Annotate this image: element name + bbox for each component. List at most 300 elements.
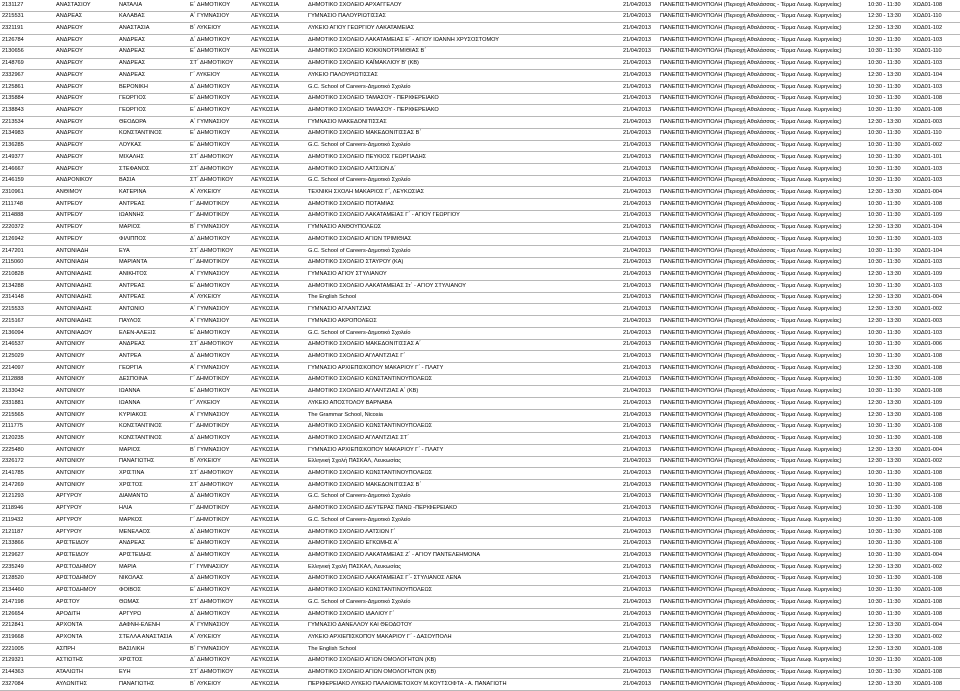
- first-name-cell: ΕΛΕΝ-ΑΛΕΞΙΣ: [119, 329, 156, 336]
- surname-cell: ΑΝΤΩΝΙΑΔΗΣ: [56, 282, 92, 289]
- class-cell: Ε΄ ΔΗΜΟΤΙΚΟΥ: [190, 388, 231, 395]
- district-cell: ΛΕΥΚΩΣΙΑ: [251, 83, 279, 90]
- school-cell: ΤΕΧΝΙΚΗ ΣΧΟΛΗ ΜΑΚΑΡΙΟΣ Γ΄, ΛΕΥΚΩΣΙΑΣ: [308, 188, 425, 195]
- exam-room-cell: ΧΩΔ01-110: [913, 48, 942, 55]
- exam-venue-cell: ΠΑΝΕΠΙΣΤΗΜΙΟΥΠΟΛΗ (Περιοχή Αθαλάσσας - Τέρμα Λεωφ. Κυρηνείας): [660, 516, 842, 523]
- district-cell: ΛΕΥΚΩΣΙΑ: [251, 177, 279, 184]
- exam-time-cell: 12:30 - 13:30: [868, 645, 901, 652]
- exam-venue-cell: ΠΑΝΕΠΙΣΤΗΜΙΟΥΠΟΛΗ (Περιοχή Αθαλάσσας - Τέρμα Λεωφ. Κυρηνείας): [660, 563, 842, 570]
- student-id-cell: 2147201: [2, 247, 24, 254]
- exam-date-cell: 21/04/2013: [623, 107, 651, 113]
- exam-room-cell: ΧΩΔ01-108: [913, 107, 943, 113]
- exam-time-cell: 10:30 - 11:30: [868, 669, 901, 676]
- exam-venue-cell: ΠΑΝΕΠΙΣΤΗΜΙΟΥΠΟΛΗ (Περιοχή Αθαλάσσας - Τέρμα Λεωφ. Κυρηνείας): [660, 657, 842, 664]
- exam-venue-cell: ΠΑΝΕΠΙΣΤΗΜΙΟΥΠΟΛΗ (Περιοχή Αθαλάσσας - Τέρμα Λεωφ. Κυρηνείας): [660, 13, 842, 20]
- student-id-cell: 2114888: [2, 212, 24, 219]
- student-id-cell: 2147269: [2, 481, 24, 488]
- district-cell: ΛΕΥΚΩΣΙΑ: [251, 645, 279, 652]
- exam-room-cell: ΧΩΔ01-108: [913, 528, 943, 535]
- first-name-cell: ΜΑΡΙΑ: [119, 563, 137, 570]
- exam-venue-cell: ΠΑΝΕΠΙΣΤΗΜΙΟΥΠΟΛΗ (Περιοχή Αθαλάσσας - Τέρμα Λεωφ. Κυρηνείας): [660, 1, 842, 8]
- school-cell: ΔΗΜΟΤΙΚΟ ΣΧΟΛΕΙΟ ΚΩΝΣΤΑΝΤΙΝΟΥΠΟΛΕΩΣ: [308, 470, 433, 477]
- first-name-cell: ΚΑΤΕΡΙΝΑ: [119, 188, 147, 195]
- exam-room-cell: ΧΩΔ01-104: [913, 247, 943, 254]
- district-cell: ΛΕΥΚΩΣΙΑ: [251, 317, 279, 324]
- exam-time-cell: 10:30 - 11:30: [868, 83, 901, 90]
- student-id-cell: 2215565: [2, 411, 24, 418]
- student-id-cell: 2133866: [2, 540, 24, 547]
- student-id-cell: 2138843: [2, 107, 24, 113]
- exam-room-cell: ΧΩΔ01-002: [913, 142, 943, 149]
- surname-cell: ΑΝΤΩΝΙΑΔΗ: [56, 259, 89, 266]
- surname-cell: ΑΝΔΡΕΟΥ: [56, 165, 83, 172]
- first-name-cell: ΜΑΡΚΟΣ: [119, 516, 143, 523]
- student-id-cell: 2120235: [2, 434, 24, 441]
- student-id-cell: 2149377: [2, 153, 24, 160]
- exam-time-cell: 10:30 - 11:30: [868, 247, 901, 254]
- table-row: [0, 609, 960, 621]
- class-cell: ΣΤ΄ ΔΗΜΟΤΙΚΟΥ: [190, 341, 234, 348]
- student-id-cell: 2125029: [2, 352, 24, 359]
- class-cell: ΣΤ΄ ΔΗΜΟΤΙΚΟΥ: [190, 598, 234, 605]
- first-name-cell: ΑΡΓΥΡΩ: [119, 610, 142, 617]
- school-cell: ΛΥΚΕΙΟ ΑΓΙΟΥ ΓΕΩΡΓΙΟΥ ΛΑΚΑΤΑΜΕΙΑΣ: [308, 25, 415, 32]
- exam-room-cell: ΧΩΔ01-004: [913, 294, 943, 301]
- exam-room-cell: ΧΩΔ01-103: [913, 282, 943, 289]
- district-cell: ΛΕΥΚΩΣΙΑ: [251, 364, 279, 371]
- exam-venue-cell: ΠΑΝΕΠΙΣΤΗΜΙΟΥΠΟΛΗ (Περιοχή Αθαλάσσας - Τέρμα Λεωφ. Κυρηνείας): [660, 25, 842, 32]
- district-cell: ΛΕΥΚΩΣΙΑ: [251, 25, 279, 32]
- exam-venue-cell: ΠΑΝΕΠΙΣΤΗΜΙΟΥΠΟΛΗ (Περιοχή Αθαλάσσας - Τέρμα Λεωφ. Κυρηνείας): [660, 458, 842, 465]
- exam-time-cell: 12:30 - 13:30: [868, 680, 901, 687]
- exam-venue-cell: ΠΑΝΕΠΙΣΤΗΜΙΟΥΠΟΛΗ (Περιοχή Αθαλάσσας - Τέρμα Λεωφ. Κυρηνείας): [660, 306, 842, 313]
- exam-time-cell: 10:30 - 11:30: [868, 470, 901, 477]
- exam-time-cell: 10:30 - 11:30: [868, 130, 901, 137]
- school-cell: ΔΗΜΟΤΙΚΟ ΣΧΟΛΕΙΟ ΚΩΝΣΤΑΝΤΙΝΟΥΠΟΛΕΩΣ: [308, 423, 433, 430]
- school-cell: ΔΗΜΟΤΙΚΟ ΣΧΟΛΕΙΟ ΜΑΚΕΔΟΝΙΤΙΣΣΑΣ Β΄: [308, 130, 422, 137]
- table-row: [0, 410, 960, 422]
- district-cell: ΛΕΥΚΩΣΙΑ: [251, 352, 279, 359]
- exam-date-cell: 21/04/2013: [623, 329, 651, 336]
- student-id-cell: 2121187: [2, 528, 24, 535]
- exam-date-cell: 21/04/2013: [623, 224, 651, 231]
- student-id-cell: 2146537: [2, 341, 24, 348]
- exam-time-cell: 10:30 - 11:30: [868, 60, 901, 67]
- first-name-cell: ΒΑΣΙΛΙΚΗ: [119, 645, 145, 652]
- exam-time-cell: 10:30 - 11:30: [868, 329, 901, 336]
- surname-cell: ΑΡΙΣΤΟΔΗΜΟΥ: [56, 563, 97, 570]
- table-row: [0, 0, 960, 12]
- district-cell: ΛΕΥΚΩΣΙΑ: [251, 224, 279, 231]
- exam-venue-cell: ΠΑΝΕΠΙΣΤΗΜΙΟΥΠΟΛΗ (Περιοχή Αθαλάσσας - Τέρμα Λεωφ. Κυρηνείας): [660, 71, 842, 78]
- exam-time-cell: 12:30 - 13:30: [868, 446, 901, 453]
- exam-room-cell: ΧΩΔ01-110: [913, 130, 942, 137]
- exam-time-cell: 12:30 - 13:30: [868, 622, 901, 629]
- class-cell: Ε΄ ΔΗΜΟΤΙΚΟΥ: [190, 107, 231, 113]
- first-name-cell: ΑΝΤΡΕΑΣ: [119, 200, 145, 207]
- district-cell: ΛΕΥΚΩΣΙΑ: [251, 188, 279, 195]
- class-cell: Α΄ ΓΥΜΝΑΣΙΟΥ: [190, 364, 230, 371]
- exam-room-cell: ΧΩΔ01-006: [913, 341, 943, 348]
- school-cell: ΔΗΜΟΤΙΚΟ ΣΧΟΛΕΙΟ ΑΓΙΩΝ ΤΡΙΜΙΘΙΑΣ: [308, 235, 412, 242]
- surname-cell: ΑΣΤΙΩΤΗΣ: [56, 657, 84, 664]
- surname-cell: ΑΡΙΣΤΕΙΔΟΥ: [56, 552, 89, 559]
- district-cell: ΛΕΥΚΩΣΙΑ: [251, 598, 279, 605]
- student-id-cell: 2310961: [2, 188, 24, 195]
- exam-room-cell: ΧΩΔ01-004: [913, 188, 943, 195]
- class-cell: Β΄ ΛΥΚΕΙΟΥ: [190, 25, 221, 32]
- exam-date-cell: 21/04/2013: [623, 71, 651, 78]
- school-cell: ΠΕΡΙΦΕΡΕΙΑΚΟ ΛΥΚΕΙΟ ΠΑΛΑΙΟΜΕΤΟΧΟΥ Μ.ΚΟΥΤΣΟΦΤΑ - Α. ΠΑΝΑΓΙΩΤΗ: [308, 680, 507, 687]
- class-cell: Β΄ ΓΥΜΝΑΣΙΟΥ: [190, 224, 230, 231]
- exam-date-cell: 21/04/2013: [623, 657, 651, 664]
- exam-time-cell: 12:30 - 13:30: [868, 71, 901, 78]
- exam-time-cell: 10:30 - 11:30: [868, 212, 901, 219]
- surname-cell: ΑΡΙΣΤΟΔΗΜΟΥ: [56, 587, 97, 594]
- district-cell: ΛΕΥΚΩΣΙΑ: [251, 376, 279, 383]
- exam-date-cell: 21/04/2013: [623, 622, 651, 629]
- exam-room-cell: ΧΩΔ01-108: [913, 657, 943, 664]
- student-id-cell: 2321191: [2, 25, 24, 32]
- exam-date-cell: 21/04/2013: [623, 317, 651, 324]
- table-row: [0, 129, 960, 141]
- district-cell: ΛΕΥΚΩΣΙΑ: [251, 36, 279, 43]
- first-name-cell: ΚΩΝΣΤΑΝΤΙΝΟΣ: [119, 130, 163, 137]
- exam-venue-cell: ΠΑΝΕΠΙΣΤΗΜΙΟΥΠΟΛΗ (Περιοχή Αθαλάσσας - Τέρμα Λεωφ. Κυρηνείας): [660, 142, 842, 149]
- student-id-cell: 2327084: [2, 680, 24, 687]
- table-row: [0, 105, 960, 117]
- exam-date-cell: 21/04/2013: [623, 434, 651, 441]
- exam-room-cell: ΧΩΔ01-108: [913, 423, 943, 430]
- class-cell: Ε΄ ΔΗΜΟΤΙΚΟΥ: [190, 282, 231, 289]
- first-name-cell: ΑΝΔΡΕΑΣ: [119, 36, 146, 43]
- exam-date-cell: 21/04/2013: [623, 598, 651, 605]
- district-cell: ΛΕΥΚΩΣΙΑ: [251, 680, 279, 687]
- first-name-cell: ΕΥΗ: [119, 669, 131, 676]
- exam-room-cell: ΧΩΔ01-108: [913, 516, 943, 523]
- surname-cell: ΑΝΤΩΝΙΟΥ: [56, 411, 85, 418]
- student-id-cell: 2111775: [2, 423, 23, 430]
- exam-venue-cell: ΠΑΝΕΠΙΣΤΗΜΙΟΥΠΟΛΗ (Περιοχή Αθαλάσσας - Τέρμα Λεωφ. Κυρηνείας): [660, 177, 842, 184]
- surname-cell: ΑΤΑΛΙΩΤΗ: [56, 669, 83, 676]
- exam-time-cell: 12:30 - 13:30: [868, 563, 901, 570]
- exam-venue-cell: ΠΑΝΕΠΙΣΤΗΜΙΟΥΠΟΛΗ (Περιοχή Αθαλάσσας - Τέρμα Λεωφ. Κυρηνείας): [660, 270, 842, 277]
- table-row: [0, 574, 960, 586]
- exam-room-cell: ΧΩΔ01-103: [913, 235, 943, 242]
- exam-date-cell: 21/04/2013: [623, 563, 651, 570]
- first-name-cell: ΑΝΤΡΕΑΣ: [119, 282, 145, 289]
- exam-room-cell: ΧΩΔ01-002: [913, 306, 943, 313]
- first-name-cell: ΘΩΜΑΣ: [119, 598, 140, 605]
- exam-date-cell: 21/04/2013: [623, 458, 651, 465]
- table-row: [0, 562, 960, 574]
- class-cell: Ε΄ ΔΗΜΟΤΙΚΟΥ: [190, 587, 231, 594]
- surname-cell: ΑΝΤΩΝΙΑΔΗ: [56, 247, 89, 254]
- table-row: [0, 316, 960, 328]
- school-cell: G.C. School of Careers-Δημοτικό Σχολείο: [308, 142, 411, 149]
- first-name-cell: ΓΕΩΡΓΙΑ: [119, 364, 143, 371]
- table-row: [0, 586, 960, 598]
- first-name-cell: ΧΡΙΣΤΟΣ: [119, 657, 143, 664]
- class-cell: Δ΄ ΔΗΜΟΤΙΚΟΥ: [190, 528, 231, 535]
- district-cell: ΛΕΥΚΩΣΙΑ: [251, 212, 279, 219]
- exam-date-cell: 21/04/2013: [623, 294, 651, 301]
- student-id-cell: 2135884: [2, 95, 24, 102]
- first-name-cell: ΙΩΑΝΝΑ: [119, 388, 141, 395]
- exam-venue-cell: ΠΑΝΕΠΙΣΤΗΜΙΟΥΠΟΛΗ (Περιοχή Αθαλάσσας - Τέρμα Λεωφ. Κυρηνείας): [660, 282, 842, 289]
- student-id-cell: 2210828: [2, 270, 24, 277]
- district-cell: ΛΕΥΚΩΣΙΑ: [251, 247, 279, 254]
- school-cell: ΓΥΜΝΑΣΙΟ ΑΓΙΟΥ ΣΤΥΛΙΑΝΟΥ: [308, 270, 387, 277]
- class-cell: Γ΄ ΛΥΚΕΙΟΥ: [190, 399, 221, 406]
- table-row: [0, 70, 960, 82]
- class-cell: Δ΄ ΔΗΜΟΤΙΚΟΥ: [190, 552, 231, 559]
- table-row: [0, 94, 960, 106]
- exam-room-cell: ΧΩΔ01-108: [913, 598, 943, 605]
- exam-room-cell: ΧΩΔ01-104: [913, 224, 943, 231]
- table-row: [0, 422, 960, 434]
- school-cell: ΔΗΜΟΤΙΚΟ ΣΧΟΛΕΙΟ ΤΑΜΑΣΟΥ - ΠΕΡΙΦΕΡΕΙΑΚΟ: [308, 95, 439, 102]
- first-name-cell: ΙΩΑΝΝΑ: [119, 399, 141, 406]
- exam-venue-cell: ΠΑΝΕΠΙΣΤΗΜΙΟΥΠΟΛΗ (Περιοχή Αθαλάσσας - Τέρμα Λεωφ. Κυρηνείας): [660, 434, 842, 441]
- exam-venue-cell: ΠΑΝΕΠΙΣΤΗΜΙΟΥΠΟΛΗ (Περιοχή Αθαλάσσας - Τέρμα Λεωφ. Κυρηνείας): [660, 294, 842, 301]
- district-cell: ΛΕΥΚΩΣΙΑ: [251, 399, 279, 406]
- exam-time-cell: 12:30 - 13:30: [868, 399, 901, 406]
- table-row: [0, 47, 960, 59]
- surname-cell: ΑΥΛΩΝΙΤΗΣ: [56, 680, 88, 687]
- exam-room-cell: ΧΩΔ01-109: [913, 212, 943, 219]
- class-cell: Γ΄ ΔΗΜΟΤΙΚΟΥ: [190, 376, 230, 383]
- student-id-cell: 2215531: [2, 13, 24, 20]
- student-id-cell: 2133042: [2, 388, 24, 395]
- table-row: [0, 141, 960, 153]
- school-cell: ΛΥΚΕΙΟ ΠΑΛΟΥΡΙΩΤΙΣΣΑΣ: [308, 71, 378, 78]
- school-cell: ΔΗΜΟΤΙΚΟ ΣΧΟΛΕΙΟ ΑΓΛΑΝΤΖΙΑΣ Γ΄: [308, 352, 406, 359]
- exam-time-cell: 12:30 - 13:30: [868, 364, 901, 371]
- exam-venue-cell: ΠΑΝΕΠΙΣΤΗΜΙΟΥΠΟΛΗ (Περιοχή Αθαλάσσας - Τέρμα Λεωφ. Κυρηνείας): [660, 622, 842, 629]
- first-name-cell: ΔΑΦΝΗ-ΕΛΕΝΗ: [119, 622, 160, 629]
- exam-time-cell: 10:30 - 11:30: [868, 235, 901, 242]
- school-cell: ΔΗΜΟΤΙΚΟ ΣΧΟΛΕΙΟ ΚΩΝΣΤΑΝΤΙΝΟΥΠΟΛΕΩΣ: [308, 587, 433, 594]
- first-name-cell: ΔΙΑΜΑΝΤΩ: [119, 493, 148, 500]
- exam-time-cell: 12:30 - 13:30: [868, 317, 901, 324]
- exam-venue-cell: ΠΑΝΕΠΙΣΤΗΜΙΟΥΠΟΛΗ (Περιοχή Αθαλάσσας - Τέρμα Λεωφ. Κυρηνείας): [660, 376, 842, 383]
- surname-cell: ΑΝΤΩΝΙΟΥ: [56, 470, 85, 477]
- table-row: [0, 246, 960, 258]
- district-cell: ΛΕΥΚΩΣΙΑ: [251, 270, 279, 277]
- school-cell: Ελληνική Σχολή ΠΑΣΚΑΛ, Λευκωσίας: [308, 458, 401, 465]
- district-cell: ΛΕΥΚΩΣΙΑ: [251, 130, 279, 137]
- first-name-cell: ΚΥΡΙΑΚΟΣ: [119, 411, 147, 418]
- student-id-cell: 2112888: [2, 376, 24, 383]
- surname-cell: ΑΡΧΟΝΤΑ: [56, 622, 83, 629]
- school-cell: ΔΗΜΟΤΙΚΟ ΣΧΟΛΕΙΟ ΚΑΪΜΑΚΛΙΟΥ Β' (ΚΒ): [308, 60, 419, 67]
- exam-date-cell: 21/04/2013: [623, 13, 651, 20]
- exam-time-cell: 10:30 - 11:30: [868, 423, 901, 430]
- table-row: [0, 668, 960, 680]
- school-cell: ΔΗΜΟΤΙΚΟ ΣΧΟΛΕΙΟ ΛΑΚΑΤΑΜΕΙΑΣ Στ΄ - ΑΓΙΟΥ ΣΤΥΛΙΑΝΟΥ: [308, 282, 467, 289]
- exam-venue-cell: ΠΑΝΕΠΙΣΤΗΜΙΟΥΠΟΛΗ (Περιοχή Αθαλάσσας - Τέρμα Λεωφ. Κυρηνείας): [660, 60, 842, 67]
- class-cell: ΣΤ΄ ΔΗΜΟΤΙΚΟΥ: [190, 470, 234, 477]
- exam-room-cell: ΧΩΔ01-002: [913, 563, 943, 570]
- student-id-cell: 2111748: [2, 200, 23, 207]
- district-cell: ΛΕΥΚΩΣΙΑ: [251, 516, 279, 523]
- surname-cell: ΑΝΤΩΝΙΟΥ: [56, 364, 85, 371]
- table-row: [0, 59, 960, 71]
- exam-room-cell: ΧΩΔ01-101: [913, 153, 943, 160]
- school-cell: ΔΗΜΟΤΙΚΟ ΣΧΟΛΕΙΟ ΑΓΙΩΝ ΟΜΟΛΟΓΗΤΩΝ (ΚΒ): [308, 669, 437, 676]
- table-row: [0, 504, 960, 516]
- class-cell: Α΄ ΛΥΚΕΙΟΥ: [190, 634, 221, 641]
- first-name-cell: ΠΑΝΑΓΙΩΤΗΣ: [119, 458, 155, 465]
- class-cell: Γ΄ ΔΗΜΟΤΙΚΟΥ: [190, 259, 230, 266]
- exam-date-cell: 21/04/2013: [623, 25, 651, 32]
- first-name-cell: ΑΝΤΡΕΑΣ: [119, 294, 145, 301]
- class-cell: Α΄ ΛΥΚΕΙΟΥ: [190, 188, 221, 195]
- exam-date-cell: 21/04/2013: [623, 446, 651, 453]
- table-row: [0, 176, 960, 188]
- district-cell: ΛΕΥΚΩΣΙΑ: [251, 95, 279, 102]
- surname-cell: ΑΝΤΩΝΙΟΥ: [56, 352, 85, 359]
- exam-date-cell: 21/04/2013: [623, 48, 651, 55]
- first-name-cell: ΜΕΝΕΛΑΟΣ: [119, 528, 151, 535]
- exam-room-cell: ΧΩΔ01-108: [913, 1, 943, 8]
- table-row: [0, 234, 960, 246]
- district-cell: ΛΕΥΚΩΣΙΑ: [251, 446, 279, 453]
- exam-room-cell: ΧΩΔ01-108: [913, 470, 943, 477]
- surname-cell: ΑΝΤΩΝΙΟΥ: [56, 399, 85, 406]
- district-cell: ΛΕΥΚΩΣΙΑ: [251, 470, 279, 477]
- exam-venue-cell: ΠΑΝΕΠΙΣΤΗΜΙΟΥΠΟΛΗ (Περιοχή Αθαλάσσας - Τέρμα Λεωφ. Κυρηνείας): [660, 329, 842, 336]
- class-cell: Ε΄ ΔΗΜΟΤΙΚΟΥ: [190, 130, 231, 137]
- exam-venue-cell: ΠΑΝΕΠΙΣΤΗΜΙΟΥΠΟΛΗ (Περιοχή Αθαλάσσας - Τέρμα Λεωφ. Κυρηνείας): [660, 200, 842, 207]
- surname-cell: ΑΝΤΩΝΙΑΔΗΣ: [56, 294, 92, 301]
- district-cell: ΛΕΥΚΩΣΙΑ: [251, 329, 279, 336]
- surname-cell: ΑΡΧΟΝΤΑ: [56, 634, 83, 641]
- exam-date-cell: 21/04/2013: [623, 493, 651, 500]
- school-cell: The Grammar School, Nicosia: [308, 411, 383, 418]
- school-cell: ΔΗΜΟΤΙΚΟ ΣΧΟΛΕΙΟ ΛΑΚΑΤΑΜΕΙΑΣ Γ΄- ΣΤΥΛΙΑΝΟΣ ΛΕΝΑ: [308, 575, 462, 582]
- first-name-cell: ΒΕΡΟΝΙΚΗ: [119, 83, 148, 90]
- class-cell: Ε΄ ΔΗΜΟΤΙΚΟΥ: [190, 48, 231, 55]
- exam-venue-cell: ΠΑΝΕΠΙΣΤΗΜΙΟΥΠΟΛΗ (Περιοχή Αθαλάσσας - Τέρμα Λεωφ. Κυρηνείας): [660, 540, 842, 547]
- exam-venue-cell: ΠΑΝΕΠΙΣΤΗΜΙΟΥΠΟΛΗ (Περιοχή Αθαλάσσας - Τέρμα Λεωφ. Κυρηνείας): [660, 552, 842, 559]
- first-name-cell: ΘΕΟΔΩΡΑ: [119, 118, 147, 125]
- surname-cell: ΑΝΔΡΕΟΥ: [56, 130, 83, 137]
- class-cell: Γ΄ ΔΗΜΟΤΙΚΟΥ: [190, 200, 230, 207]
- exam-room-cell: ΧΩΔ01-108: [913, 388, 943, 395]
- school-cell: ΓΥΜΝΑΣΙΟ ΑΚΡΟΠΟΛΕΩΣ: [308, 317, 377, 324]
- surname-cell: ΑΝΤΡΕΟΥ: [56, 224, 83, 231]
- class-cell: Γ΄ ΓΥΜΝΑΣΙΟΥ: [190, 563, 229, 570]
- first-name-cell: ΠΑΥΛΟΣ: [119, 317, 142, 324]
- first-name-cell: ΜΙΧΑΛΗΣ: [119, 153, 144, 160]
- exam-room-cell: ΧΩΔ01-004: [913, 622, 943, 629]
- exam-date-cell: 21/04/2013: [623, 470, 651, 477]
- district-cell: ΛΕΥΚΩΣΙΑ: [251, 235, 279, 242]
- first-name-cell: ΑΝΔΡΕΑΣ: [119, 48, 146, 55]
- exam-time-cell: 10:30 - 11:30: [868, 434, 901, 441]
- class-cell: Δ΄ ΔΗΜΟΤΙΚΟΥ: [190, 610, 231, 617]
- surname-cell: ΑΝΔΡΕΑΣ: [56, 13, 83, 20]
- district-cell: ΛΕΥΚΩΣΙΑ: [251, 142, 279, 149]
- exam-date-cell: 21/04/2013: [623, 352, 651, 359]
- table-row: [0, 375, 960, 387]
- district-cell: ΛΕΥΚΩΣΙΑ: [251, 282, 279, 289]
- exam-time-cell: 10:30 - 11:30: [868, 505, 901, 512]
- exam-venue-cell: ΠΑΝΕΠΙΣΤΗΜΙΟΥΠΟΛΗ (Περιοχή Αθαλάσσας - Τέρμα Λεωφ. Κυρηνείας): [660, 446, 842, 453]
- class-cell: Α΄ ΛΥΚΕΙΟΥ: [190, 294, 221, 301]
- exam-venue-cell: ΠΑΝΕΠΙΣΤΗΜΙΟΥΠΟΛΗ (Περιοχή Αθαλάσσας - Τέρμα Λεωφ. Κυρηνείας): [660, 48, 842, 55]
- student-id-cell: 2144363: [2, 669, 24, 676]
- student-id-cell: 2134460: [2, 587, 24, 594]
- exam-time-cell: 12:30 - 13:30: [868, 188, 901, 195]
- student-id-cell: 2141785: [2, 470, 24, 477]
- class-cell: ΣΤ΄ ΔΗΜΟΤΙΚΟΥ: [190, 60, 234, 67]
- first-name-cell: ΗΛΙΑ: [119, 505, 133, 512]
- exam-room-cell: ΧΩΔ01-108: [913, 540, 943, 547]
- surname-cell: ΑΝΔΡΕΟΥ: [56, 118, 83, 125]
- table-row: [0, 468, 960, 480]
- exam-room-cell: ΧΩΔ01-103: [913, 165, 943, 172]
- exam-venue-cell: ΠΑΝΕΠΙΣΤΗΜΙΟΥΠΟΛΗ (Περιοχή Αθαλάσσας - Τέρμα Λεωφ. Κυρηνείας): [660, 610, 842, 617]
- student-id-cell: 2220372: [2, 224, 24, 231]
- student-id-cell: 2319668: [2, 634, 24, 641]
- exam-date-cell: 21/04/2013: [623, 669, 651, 676]
- table-row: [0, 187, 960, 199]
- exam-room-cell: ΧΩΔ01-103: [913, 60, 943, 67]
- exam-date-cell: 21/04/2013: [623, 505, 651, 512]
- school-cell: G.C. School of Careers-Δημοτικό Σχολείο: [308, 247, 411, 254]
- exam-room-cell: ΧΩΔ01-109: [913, 399, 943, 406]
- school-cell: ΔΗΜΟΤΙΚΟ ΣΧΟΛΕΙΟ ΛΑΚΑΤΑΜΕΙΑΣ Γ΄ - ΑΓΙΟΥ ΓΕΩΡΓΙΟΥ: [308, 212, 460, 219]
- school-cell: ΔΗΜΟΤΙΚΟ ΣΧΟΛΕΙΟ ΕΓΚΩΜΗΣ Α΄: [308, 540, 400, 547]
- surname-cell: ΑΡΓΥΡΟΥ: [56, 528, 82, 535]
- class-cell: Δ΄ ΔΗΜΟΤΙΚΟΥ: [190, 36, 231, 43]
- exam-room-cell: ΧΩΔ01-104: [913, 71, 943, 78]
- exam-venue-cell: ΠΑΝΕΠΙΣΤΗΜΙΟΥΠΟΛΗ (Περιοχή Αθαλάσσας - Τέρμα Λεωφ. Κυρηνείας): [660, 470, 842, 477]
- surname-cell: ΑΝΔΡΕΟΥ: [56, 107, 83, 113]
- exam-date-cell: 21/04/2013: [623, 259, 651, 266]
- surname-cell: ΑΝΔΡΕΟΥ: [56, 142, 83, 149]
- first-name-cell: ΙΩΑΝΝΗΣ: [119, 212, 145, 219]
- first-name-cell: ΚΑΛΑΒΑΣ: [119, 13, 145, 20]
- surname-cell: ΑΝΤΩΝΙΟΥ: [56, 446, 85, 453]
- exam-venue-cell: ΠΑΝΕΠΙΣΤΗΜΙΟΥΠΟΛΗ (Περιοχή Αθαλάσσας - Τέρμα Λεωφ. Κυρηνείας): [660, 352, 842, 359]
- class-cell: Γ΄ ΔΗΜΟΤΙΚΟΥ: [190, 505, 230, 512]
- surname-cell: ΑΝΤΩΝΙΟΥ: [56, 458, 85, 465]
- class-cell: Γ΄ ΔΗΜΟΤΙΚΟΥ: [190, 516, 230, 523]
- school-cell: ΔΗΜΟΤΙΚΟ ΣΧΟΛΕΙΟ ΛΑΚΑΤΑΜΕΙΑΣ Ζ΄ - ΑΓΙΟΥ ΠΑΝΤΕΛΕΗΜΟΝΑ: [308, 552, 481, 559]
- first-name-cell: ΑΝΔΡΕΑΣ: [119, 71, 146, 78]
- exam-venue-cell: ΠΑΝΕΠΙΣΤΗΜΙΟΥΠΟΛΗ (Περιοχή Αθαλάσσας - Τέρμα Λεωφ. Κυρηνείας): [660, 107, 842, 113]
- exam-room-cell: ΧΩΔ01-108: [913, 587, 943, 594]
- surname-cell: ΑΝΔΡΕΟΥ: [56, 95, 83, 102]
- exam-date-cell: 21/04/2013: [623, 282, 651, 289]
- exam-time-cell: 10:30 - 11:30: [868, 528, 901, 535]
- student-id-cell: 2146159: [2, 177, 24, 184]
- student-id-cell: 2131127: [2, 1, 24, 8]
- surname-cell: ΑΝΔΡΕΟΥ: [56, 83, 83, 90]
- district-cell: ΛΕΥΚΩΣΙΑ: [251, 411, 279, 418]
- exam-venue-cell: ΠΑΝΕΠΙΣΤΗΜΙΟΥΠΟΛΗ (Περιοχή Αθαλάσσας - Τέρμα Λεωφ. Κυρηνείας): [660, 528, 842, 535]
- exam-time-cell: 10:30 - 11:30: [868, 481, 901, 488]
- class-cell: Γ΄ ΛΥΚΕΙΟΥ: [190, 71, 221, 78]
- class-cell: ΣΤ΄ ΔΗΜΟΤΙΚΟΥ: [190, 247, 234, 254]
- class-cell: Α΄ ΓΥΜΝΑΣΙΟΥ: [190, 13, 230, 20]
- surname-cell: ΑΝΤΩΝΙΑΔΗΣ: [56, 317, 92, 324]
- class-cell: Δ΄ ΔΗΜΟΤΙΚΟΥ: [190, 434, 231, 441]
